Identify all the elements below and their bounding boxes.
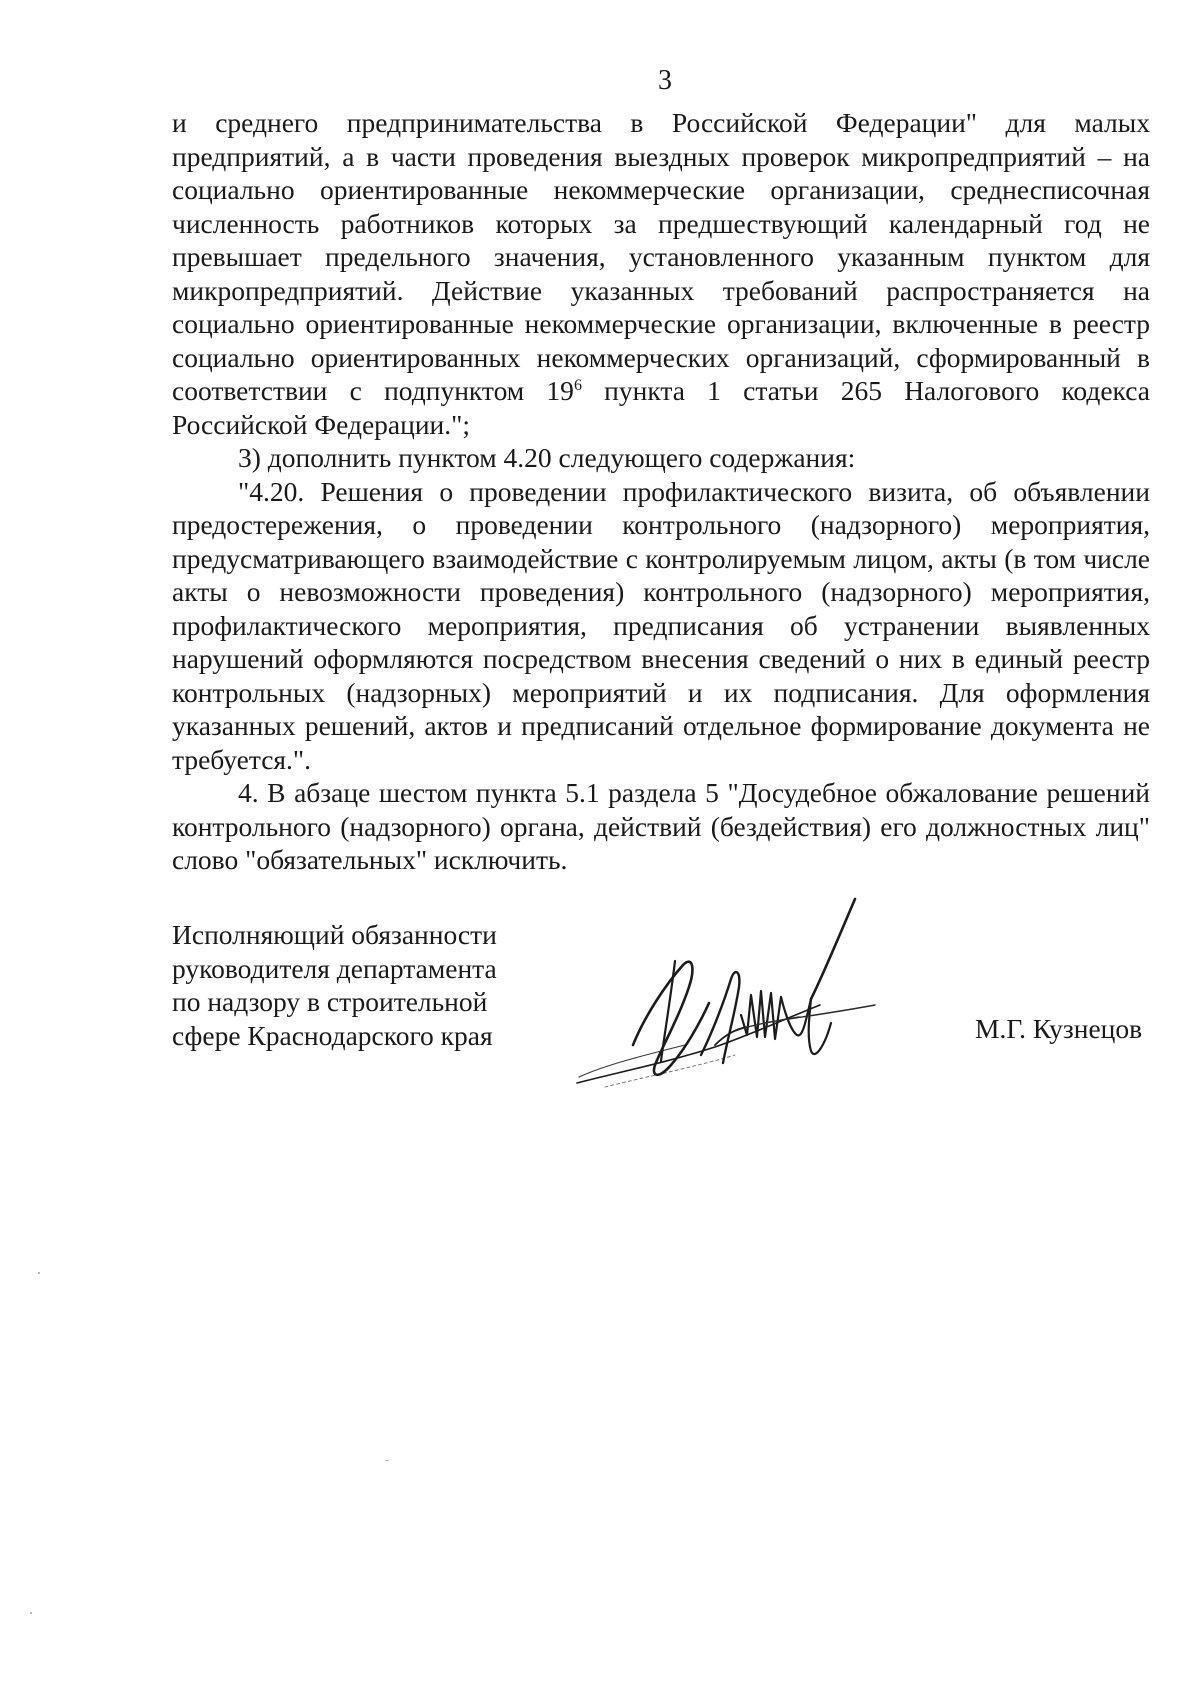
paragraph-clause-4-20: "4.20. Решения о проведении профилактического визита, об объявлении предостережения, о проведении контрольного (надзорного) мероприятия, предусматривающего взаимодействие с контролируемым лицом, акты (в том числе акты о невозможности проведения) контрольного (надзорного) мероприятия, профилактического мероприятия, предписания об устранении выявленных нарушений оформляются посредством внесения сведений о них в единый реестр контрольных (надзорных) мероприятий и их подписания. Для оформления указанных решений, актов и предписаний отдельное формирование документа не требуется.". [172, 475, 1150, 775]
paragraph-1-tail: пункта 1 статьи 265 Налогового кодекса Российской Федерации."; [172, 375, 1150, 440]
scan-speck [385, 1460, 389, 1461]
signer-position [172, 918, 532, 1052]
handwritten-signature [575, 895, 905, 1100]
paragraph-1-text: и среднего предпринимательства в Российской Федерации" для малых предприятий, а в части проведения выездных проверок микропредприятий – на социально ориентированные некоммерческие организации, среднесписочная численность работников которых за предшествующий календарный год не превышает предельного значения, установленного указанным пунктом для микропредприятий. Действие указанных требований распространяется на социально ориентированные некоммерческие организации, включенные в реестр социально ориентированных некоммерческих организаций, сформированный в соответствии с подпунктом 19 [172, 107, 1150, 406]
signer-position-line: руководителя департамента [172, 952, 497, 984]
scan-speck [30, 1612, 32, 1614]
signer-name: М.Г. Кузнецов [975, 1013, 1143, 1044]
paragraph-item-3: 3) дополнить пунктом 4.20 следующего содержания: [238, 442, 856, 473]
superscript-index: 6 [573, 377, 582, 394]
scan-speck [38, 1272, 40, 1274]
page-number: 3 [658, 65, 672, 96]
paragraph-continuation [172, 106, 1150, 441]
signer-position-line: по надзору в строительной [172, 986, 488, 1017]
document-body [172, 106, 1150, 877]
signer-position-line: сфере Краснодарского края [172, 1019, 493, 1051]
signer-position-line: Исполняющий обязанности [172, 919, 497, 950]
paragraph-item-4: 4. В абзаце шестом пункта 5.1 раздела 5 "Досудебное обжалование решений контрольного (надзорного) органа, действий (бездействия) его должностных лиц" слово "обязательных" исключить. [172, 777, 1150, 875]
